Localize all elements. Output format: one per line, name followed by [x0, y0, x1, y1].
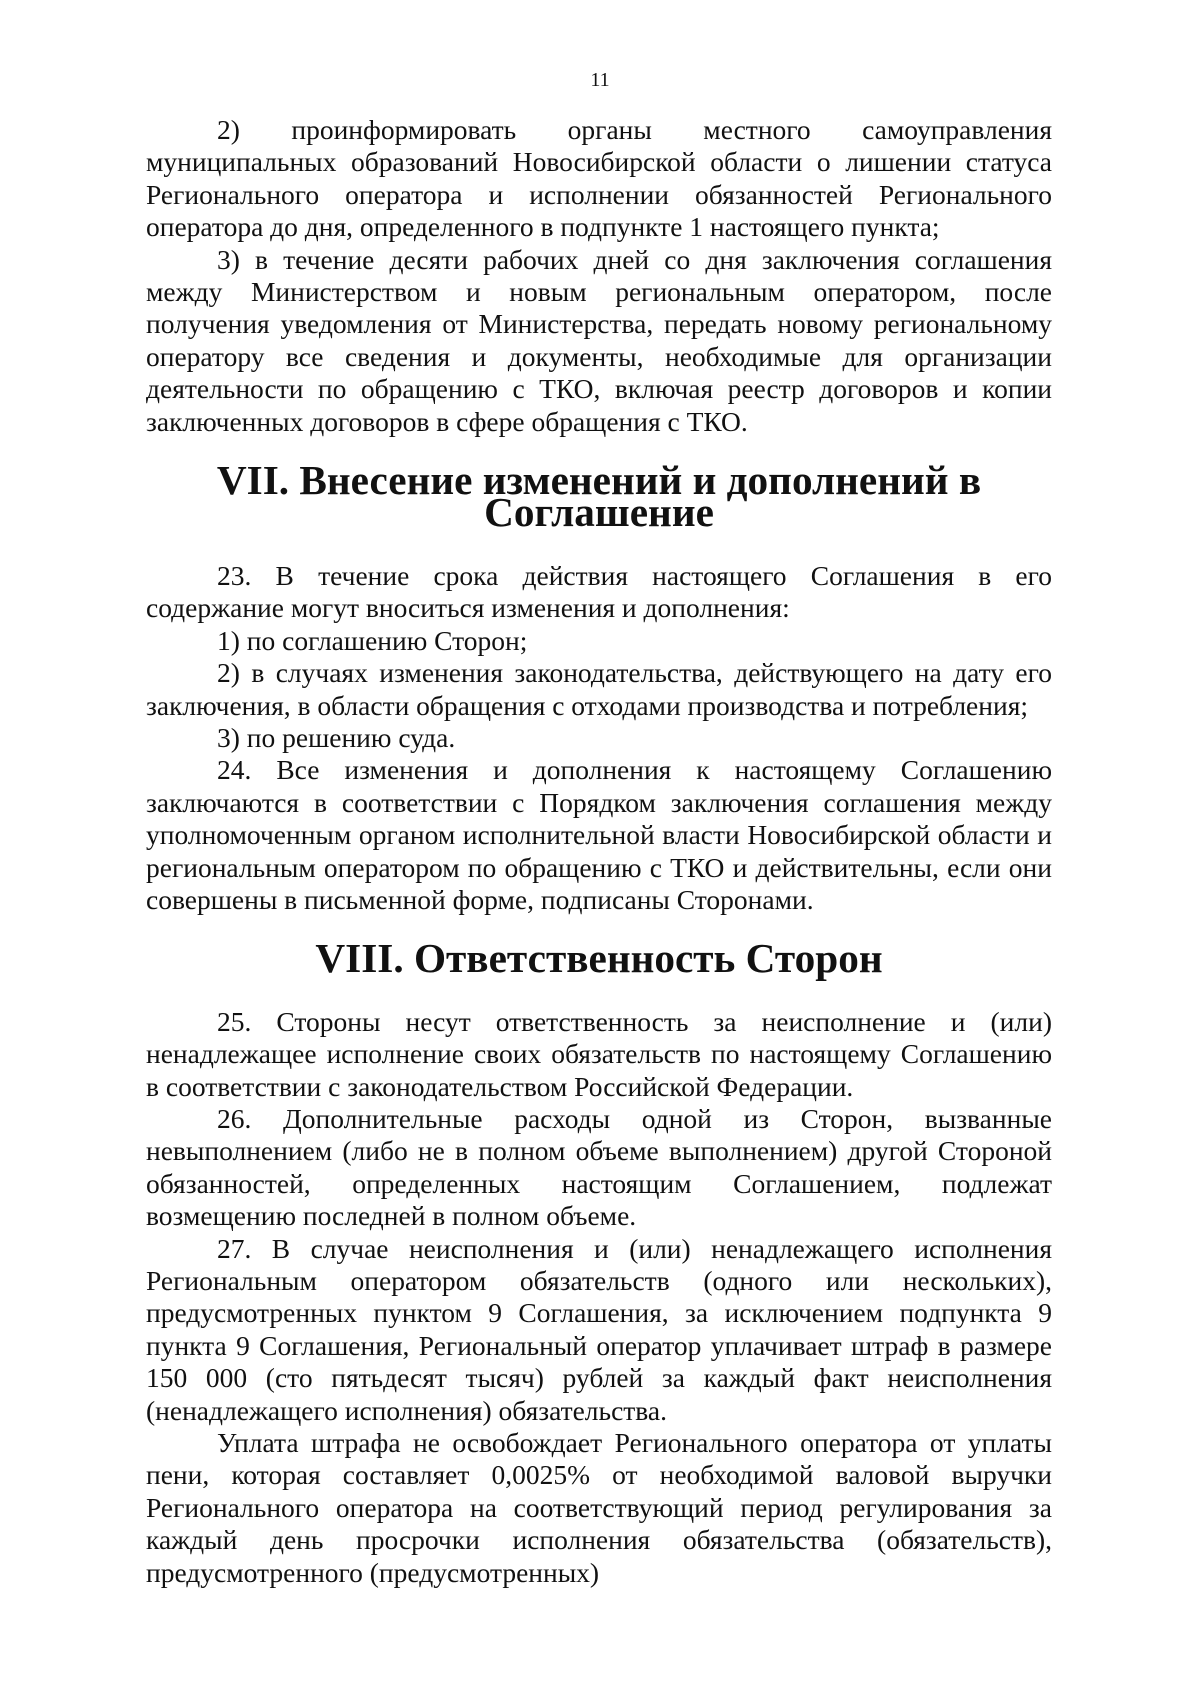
paragraph-22-item-2: 2) проинформировать органы местного самоуправления муниципальных образований Новосибирской области о лишении статуса Регионального оператора и исполнении обязанностей Регионального оператора до дня, определенного в подпункте 1 настоящего пункта;	[146, 114, 1052, 243]
paragraph-22-item-3: 3) в течение десяти рабочих дней со дня заключения соглашения между Министерством и новым региональным оператором, после получения уведомления от Министерства, передать новому региональному оператору все сведения и документы, необходимые для организации деятельности по обращению с ТКО, включая реестр договоров и копии заключенных договоров в сфере обращения с ТКО.	[146, 243, 1052, 437]
paragraph-23: 23. В течение срока действия настоящего Соглашения в его содержание могут вноситься изменения и дополнения:	[146, 559, 1052, 624]
section-heading-viii: VIII. Ответственность Сторон	[315, 935, 883, 982]
paragraph-27: 27. В случае неисполнения и (или) ненадлежащего исполнения Региональным оператором обязательств (одного или нескольких), предусмотренных пунктом 9 Соглашения, за исключением подпункта 9 пункта 9 Соглашения, Региональный оператор уплачивает штраф в размере 150 000 (сто пятьдесят тысяч) рублей за каждый факт неисполнения (ненадлежащего исполнения) обязательства.	[146, 1232, 1052, 1426]
section-heading-vii: VII. Внесение изменений и дополнений в Соглашение	[216, 457, 982, 536]
paragraph-23-item-3: 3) по решению суда.	[217, 721, 456, 753]
paragraph-23-item-1: 1) по соглашению Сторон;	[217, 624, 528, 656]
document-body	[146, 114, 1052, 1589]
paragraph-26: 26. Дополнительные расходы одной из Сторон, вызванные невыполнением (либо не в полном объеме выполнением) другой Стороной обязанностей, определенных настоящим Соглашением, подлежат возмещению последней в полном объеме.	[146, 1102, 1052, 1232]
page-number: 11	[590, 69, 610, 91]
paragraph-27-penalty: Уплата штрафа не освобождает Регионального оператора от уплаты пени, которая составляет 0,0025% от необходимой валовой выручки Регионального оператора на соответствующий период регулирования за каждый день просрочки исполнения обязательства (обязательств), предусмотренного (предусмотренных)	[146, 1427, 1052, 1588]
paragraph-23-item-2: 2) в случаях изменения законодательства, действующего на дату его заключения, в области обращения с отходами производства и потребления;	[146, 657, 1052, 721]
paragraph-24: 24. Все изменения и дополнения к настоящему Соглашению заключаются в соответствии с Порядком заключения соглашения между уполномоченным органом исполнительной власти Новосибирской области и региональным оператором по обращению с ТКО и действительны, если они совершены в письменной форме, подписаны Сторонами.	[146, 754, 1052, 915]
paragraph-25: 25. Стороны несут ответственность за неисполнение и (или) ненадлежащее исполнение своих обязательств по настоящему Соглашению в соответствии с законодательством Российской Федерации.	[146, 1005, 1052, 1102]
